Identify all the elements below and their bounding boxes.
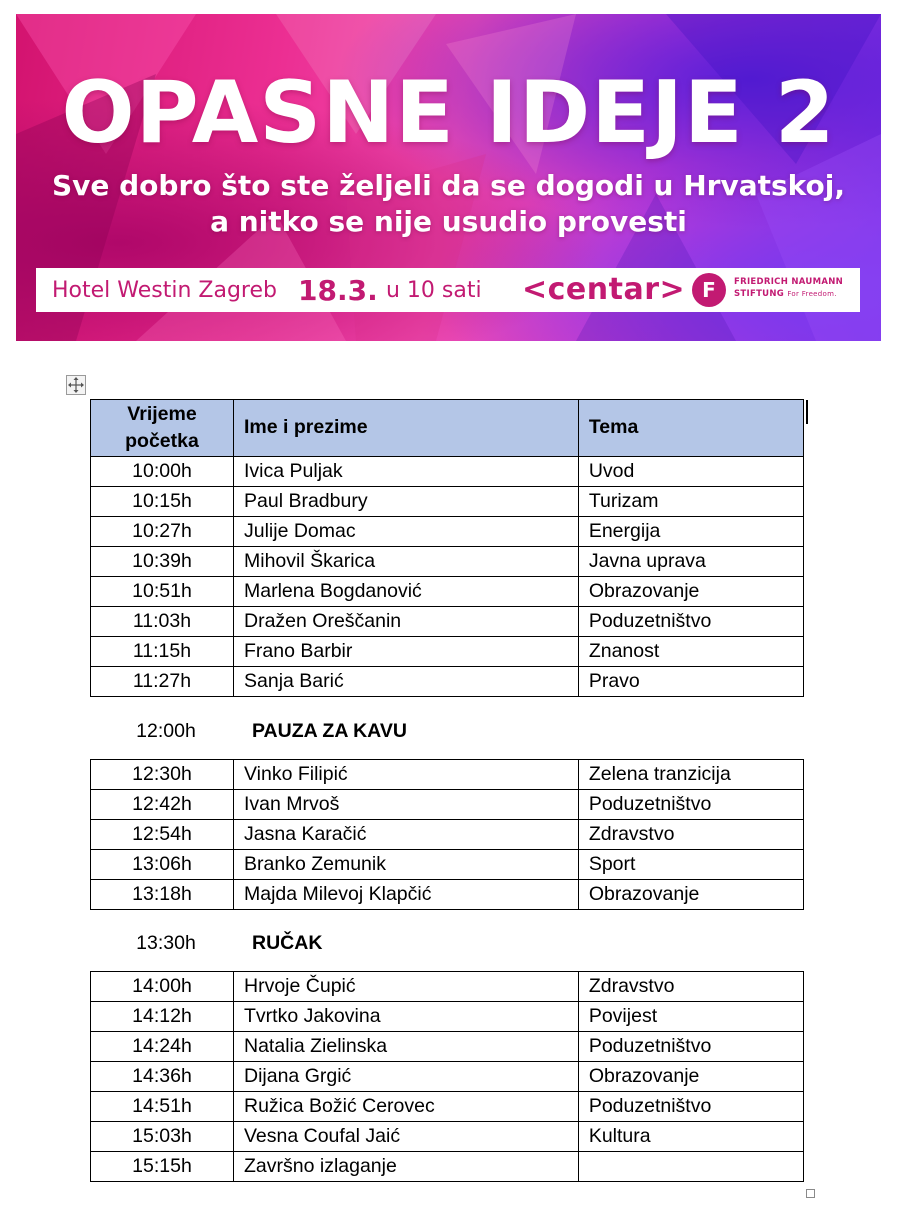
row-speaker: Marlena Bogdanović [234, 577, 579, 607]
table-row [91, 760, 804, 790]
table-row [91, 880, 804, 910]
table-row [91, 1062, 804, 1092]
row-speaker: Dražen Oreščanin [234, 607, 579, 637]
table-row [91, 820, 804, 850]
banner-subtitle-line2: a nitko se nije usudio provesti [210, 205, 687, 238]
row-speaker: Hrvoje Čupić [234, 972, 579, 1002]
row-time: 10:00h [91, 457, 234, 487]
table-row [91, 547, 804, 577]
row-topic: Zdravstvo [578, 820, 803, 850]
row-topic: Poduzetništvo [578, 1092, 803, 1122]
row-speaker: Ružica Božić Cerovec [234, 1092, 579, 1122]
break-time: 12:00h [136, 720, 196, 742]
text-caret [806, 400, 808, 424]
row-topic: Obrazovanje [578, 880, 803, 910]
row-speaker: Jasna Karačić [234, 820, 579, 850]
row-time: 12:54h [91, 820, 234, 850]
table-row [91, 487, 804, 517]
row-time: 10:39h [91, 547, 234, 577]
break-time: 13:30h [136, 932, 196, 954]
header-topic: Tema [578, 400, 803, 457]
row-speaker: Ivica Puljak [234, 457, 579, 487]
table-row [91, 1032, 804, 1062]
friedrich-naumann-wordmark: FRIEDRICH NAUMANN STIFTUNG For Freedom. [734, 277, 844, 299]
row-time: 11:15h [91, 637, 234, 667]
header-name: Ime i prezime [234, 400, 579, 457]
row-time: 14:00h [91, 972, 234, 1002]
table-row [91, 457, 804, 487]
table-row [91, 577, 804, 607]
row-time: 14:36h [91, 1062, 234, 1092]
header-start-time: Vrijeme početka [91, 400, 234, 457]
row-speaker: Ivan Mrvoš [234, 790, 579, 820]
row-time: 10:27h [91, 517, 234, 547]
move-arrows-icon[interactable] [66, 375, 86, 395]
row-topic: Zelena tranzicija [578, 760, 803, 790]
centar-logo: <centar> [522, 272, 686, 307]
row-topic: Poduzetništvo [578, 607, 803, 637]
row-speaker: Natalia Zielinska [234, 1032, 579, 1062]
table-row [91, 1152, 804, 1182]
row-time: 13:06h [91, 850, 234, 880]
event-time: u 10 sati [386, 278, 482, 303]
row-speaker: Dijana Grgić [234, 1062, 579, 1092]
row-time: 14:51h [91, 1092, 234, 1122]
row-topic: Kultura [578, 1122, 803, 1152]
row-topic: Poduzetništvo [578, 790, 803, 820]
row-topic: Javna uprava [578, 547, 803, 577]
table-header-row [91, 400, 804, 457]
row-time: 11:03h [91, 607, 234, 637]
row-topic: Pravo [578, 667, 803, 697]
schedule-table-block1 [90, 399, 804, 697]
schedule-table-block2 [90, 759, 804, 910]
row-topic: Poduzetništvo [578, 1032, 803, 1062]
row-time: 12:30h [91, 760, 234, 790]
row-speaker: Paul Bradbury [234, 487, 579, 517]
row-speaker: Sanja Barić [234, 667, 579, 697]
row-speaker: Frano Barbir [234, 637, 579, 667]
table-row [91, 517, 804, 547]
table-row [91, 1002, 804, 1032]
break-label: RUČAK [252, 932, 323, 954]
banner-subtitle-line1: Sve dobro što ste željeli da se dogodi u Hrvatskoj, [51, 169, 845, 202]
event-banner [16, 14, 881, 341]
resize-handle-icon[interactable] [806, 1189, 815, 1198]
row-speaker: Branko Zemunik [234, 850, 579, 880]
table-row [91, 1122, 804, 1152]
row-topic: Uvod [578, 457, 803, 487]
break-label: PAUZA ZA KAVU [252, 720, 407, 742]
row-time: 14:24h [91, 1032, 234, 1062]
table-row [91, 790, 804, 820]
row-topic: Obrazovanje [578, 577, 803, 607]
row-time: 12:42h [91, 790, 234, 820]
row-topic [578, 1152, 803, 1182]
table-row [91, 607, 804, 637]
event-date: 18.3. [298, 274, 378, 307]
row-topic: Znanost [578, 637, 803, 667]
row-speaker: Julije Domac [234, 517, 579, 547]
row-topic: Obrazovanje [578, 1062, 803, 1092]
row-topic: Turizam [578, 487, 803, 517]
row-topic: Energija [578, 517, 803, 547]
row-time: 10:51h [91, 577, 234, 607]
table-row [91, 1092, 804, 1122]
row-speaker: Tvrtko Jakovina [234, 1002, 579, 1032]
banner-title: OPASNE IDEJE 2 [61, 63, 836, 163]
coffee-break-row [90, 715, 804, 745]
banner-info-bar [36, 268, 860, 312]
row-topic: Zdravstvo [578, 972, 803, 1002]
row-time: 11:27h [91, 667, 234, 697]
row-time: 15:15h [91, 1152, 234, 1182]
table-row [91, 667, 804, 697]
row-topic: Sport [578, 850, 803, 880]
table-row [91, 972, 804, 1002]
row-time: 14:12h [91, 1002, 234, 1032]
schedule-table-block3 [90, 971, 804, 1182]
row-speaker: Vinko Filipić [234, 760, 579, 790]
event-venue: Hotel Westin Zagreb [52, 278, 277, 303]
lunch-break-row [90, 927, 804, 957]
table-row [91, 850, 804, 880]
row-speaker: Mihovil Škarica [234, 547, 579, 577]
row-time: 15:03h [91, 1122, 234, 1152]
row-topic: Povijest [578, 1002, 803, 1032]
table-row [91, 637, 804, 667]
row-time: 13:18h [91, 880, 234, 910]
friedrich-naumann-logo-icon: F [692, 273, 726, 307]
row-speaker: Majda Milevoj Klapčić [234, 880, 579, 910]
row-speaker: Završno izlaganje [234, 1152, 579, 1182]
row-time: 10:15h [91, 487, 234, 517]
row-speaker: Vesna Coufal Jaić [234, 1122, 579, 1152]
